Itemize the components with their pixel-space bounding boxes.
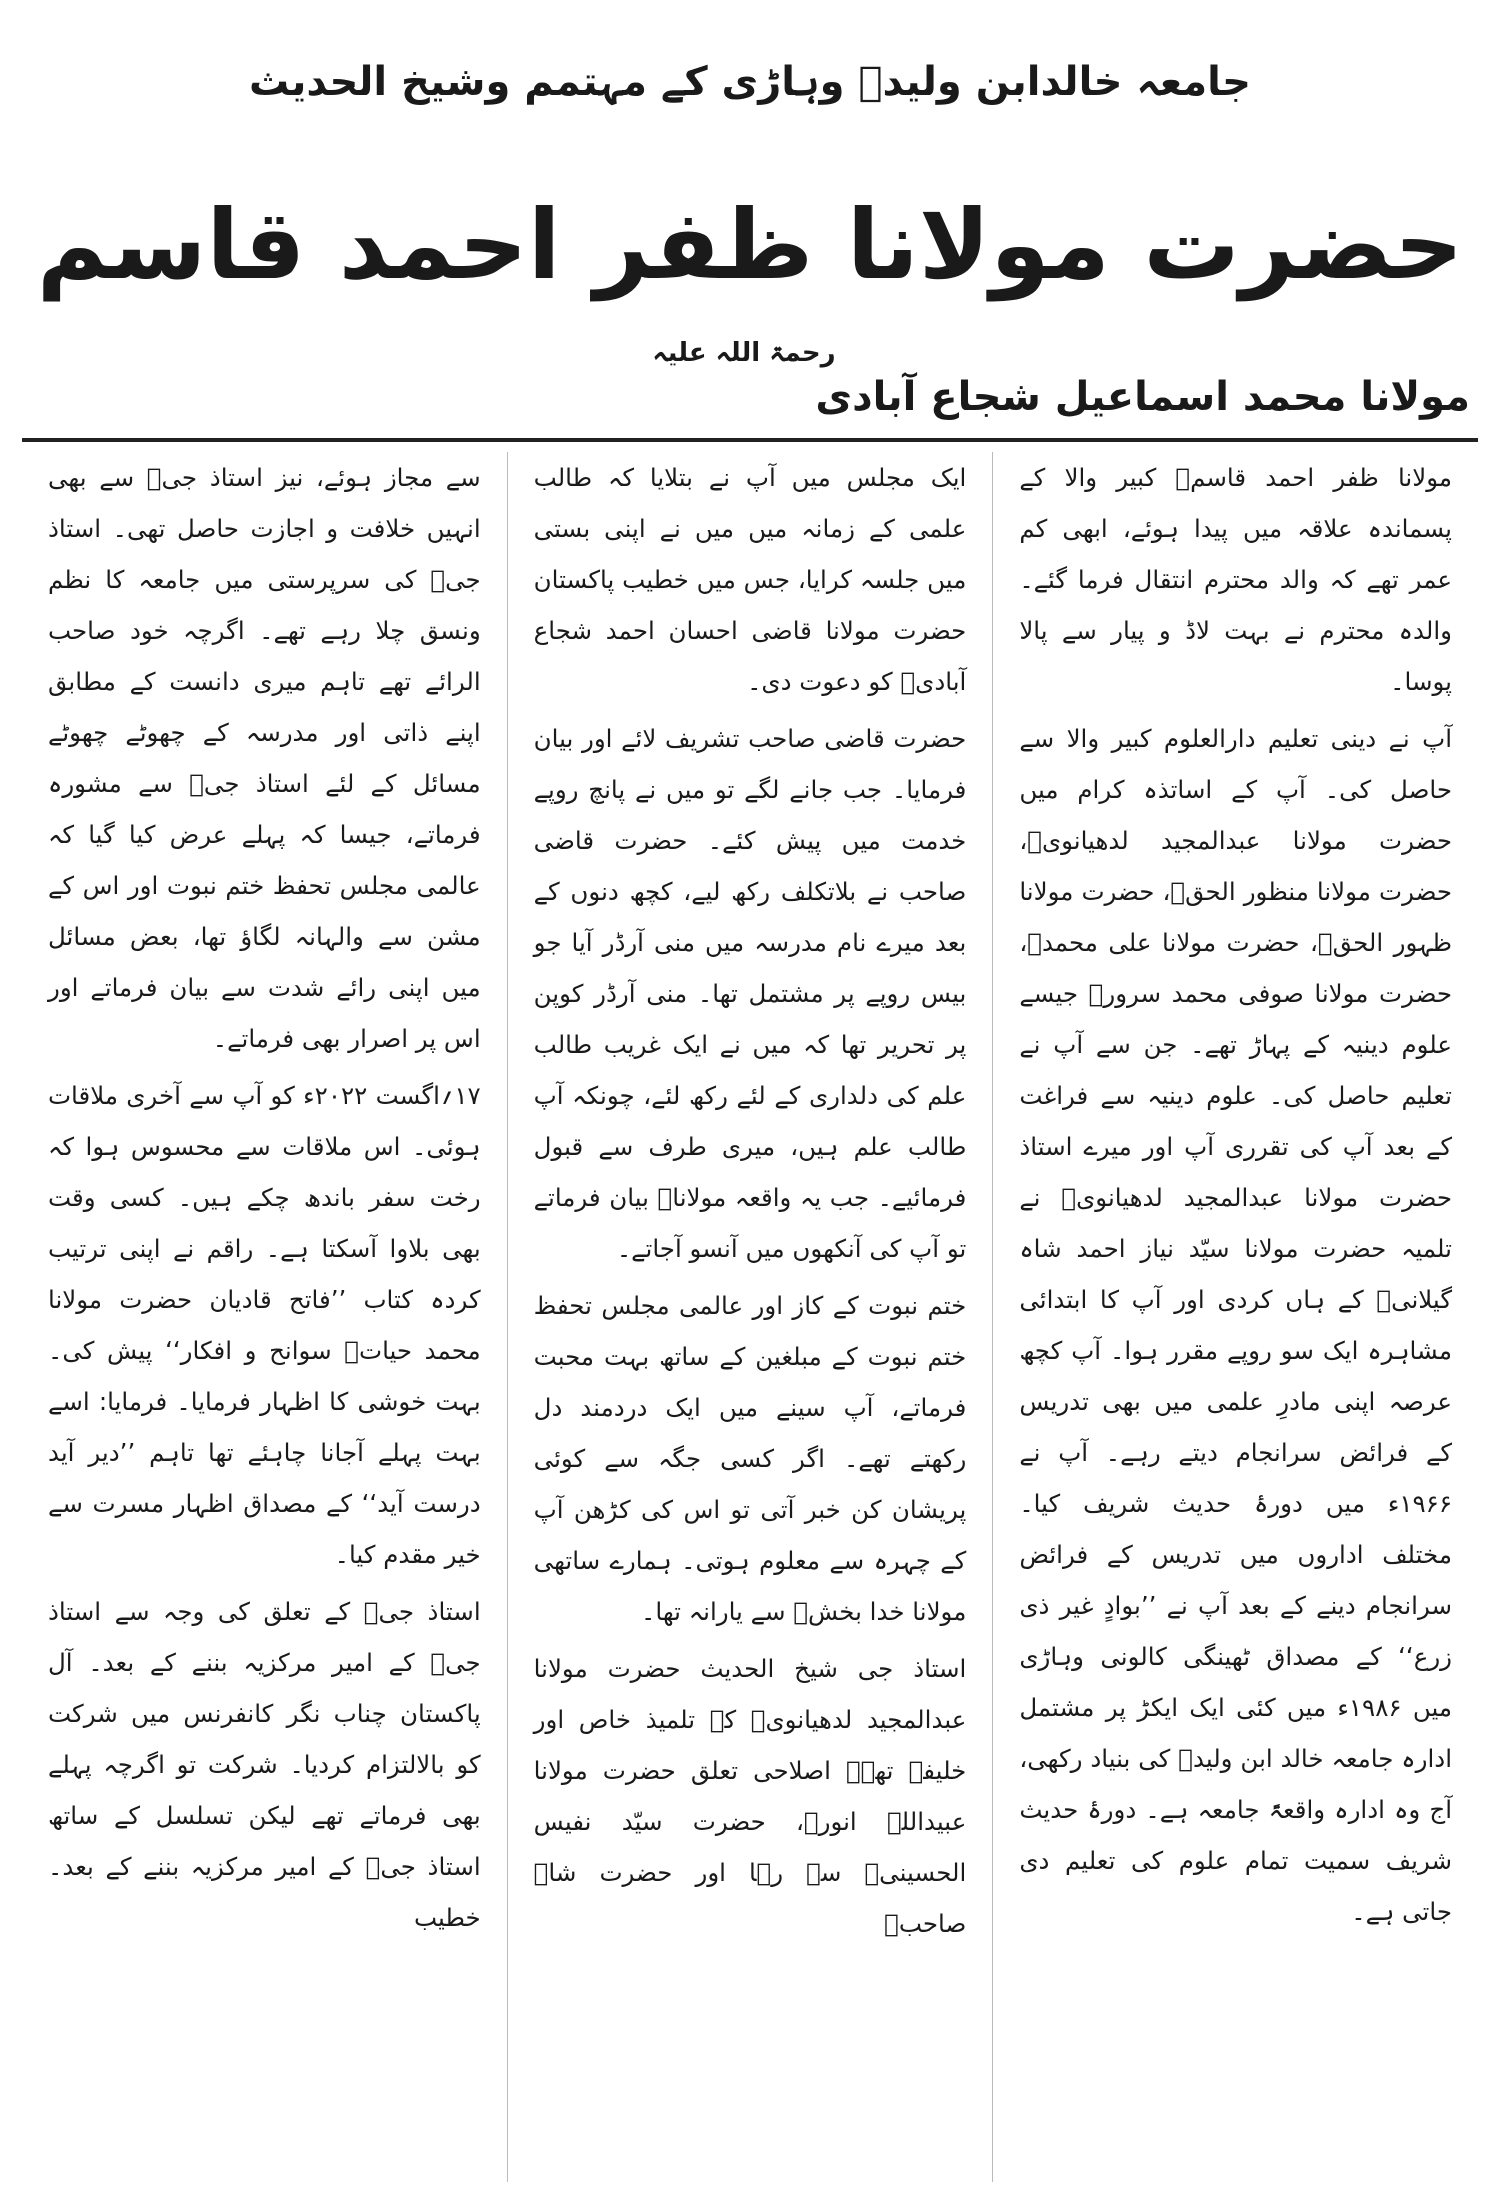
paragraph: آپ نے دینی تعلیم دارالعلوم کبیر والا سے حاصل کی۔ آپ کے اساتذہ کرام میں حضرت مولانا عبدالمجید لدھیانویؒ، حضرت مولانا منظور الحقؒ، حضرت مولانا ظہور الحقؒ، حضرت مولانا علی محمدؒ، حضرت مولانا صوفی محمد سرورؒ جیسے علوم دینیہ کے پہاڑ تھے۔ جن سے آپ نے تعلیم حاصل کی۔ علوم دینیہ سے فراغت کے بعد آپ کی تقرری آپ اور میرے استاذ حضرت مولانا عبدالمجید لدھیانویؒ نے تلمیہ حضرت مولانا سیّد نیاز احمد شاہ گیلانیؒ کے ہاں کردی اور آپ کا ابتدائی مشاہرہ ایک سو روپے مقرر ہوا۔ آپ کچھ عرصہ اپنی مادرِ علمی میں بھی تدریس کے فرائض سرانجام دیتے رہے۔ آپ نے ۱۹۶۶ء میں دورۂ حدیث شریف کیا۔ مختلف اداروں میں تدریس کے فرائض سرانجام دینے کے بعد آپ نے ’’بوادٍ غیر ذی زرع‘‘ کے مصداق ٹھینگی کالونی وہاڑی میں ۱۹۸۶ء میں کئی ایک ایکڑ پر مشتمل ادارہ جامعہ خالد ابن ولیدؓ کی بنیاد رکھی، آج وہ ادارہ واقعۃً جامعہ ہے۔ دورۂ حدیث شریف سمیت تمام علوم کی تعلیم دی جاتی ہے۔ bbox=[1019, 724, 1452, 1926]
author-byline: مولانا محمد اسماعیل شجاع آبادی bbox=[815, 374, 1470, 420]
column-left bbox=[22, 452, 508, 2182]
paragraph: استاذ جی شیخ الحدیث حضرت مولانا عبدالمجید لدھیانویؒ کے تلمیذ خاص اور خلیفہ تھے۔ اصلاحی تعلق حضرت مولانا عبیداللہ انورؒ، حضرت سیّد نفیس الحسینیؒ سے رہا اور حضرت شاہ صاحبؒ bbox=[533, 1654, 967, 1938]
article-kicker: جامعہ خالدابن ولیدؓ وہاڑی کے مہتمم وشیخ الحدیث bbox=[249, 59, 1251, 105]
paragraph: ختم نبوت کے کاز اور عالمی مجلس تحفظ ختم نبوت کے مبلغین کے ساتھ بہت محبت فرماتے، آپ سینے میں ایک دردمند دل رکھتے تھے۔ اگر کسی جگہ سے کوئی پریشان کن خبر آتی تو اس کی کڑھن آپ کے چہرہ سے معلوم ہوتی۔ ہمارے ساتھی مولانا خدا بخشؒ سے یارانہ تھا۔ bbox=[533, 1291, 967, 1626]
article-headline: حضرت مولانا ظفر احمد قاسم bbox=[36, 189, 1464, 301]
paragraph: ایک مجلس میں آپ نے بتلایا کہ طالب علمی کے زمانہ میں میں نے اپنی بستی میں جلسہ کرایا، جس میں خطیب پاکستان حضرت مولانا قاضی احسان احمد شجاع آبادیؒ کو دعوت دی۔ bbox=[533, 463, 967, 696]
headline-block bbox=[0, 170, 1500, 368]
article-columns bbox=[22, 452, 1478, 2182]
paragraph: حضرت قاضی صاحب تشریف لائے اور بیان فرمایا۔ جب جانے لگے تو میں نے پانچ روپے خدمت میں پیش کئے۔ حضرت قاضی صاحب نے بلاتکلف رکھ لیے، کچھ دنوں کے بعد میرے نام مدرسہ میں منی آرڈر آیا جو بیس روپے پر مشتمل تھا۔ منی آرڈر کوپن پر تحریر تھا کہ میں نے ایک غریب طالب علم کی دلداری کے لئے رکھ لئے، چونکہ آپ طالب علم ہیں، میری طرف سے قبول فرمائیے۔ جب یہ واقعہ مولاناؒ بیان فرماتے تو آپ کی آنکھوں میں آنسو آجاتے۔ bbox=[533, 724, 967, 1263]
paragraph: سے مجاز ہوئے، نیز استاذ جیؒ سے بھی انہیں خلافت و اجازت حاصل تھی۔ استاذ جیؒ کی سرپرستی میں جامعہ کا نظم ونسق چلا رہے تھے۔ اگرچہ خود صاحب الرائے تھے تاہم میری دانست کے مطابق اپنے ذاتی اور مدرسہ کے چھوٹے چھوٹے مسائل کے لئے استاذ جیؒ سے مشورہ فرماتے، جیسا کہ پہلے عرض کیا گیا کہ عالمی مجلس تحفظ ختم نبوت اور اس کے مشن سے والہانہ لگاؤ تھا، بعض مسائل میں اپنی رائے شدت سے بیان فرماتے اور اس پر اصرار بھی فرماتے۔ bbox=[47, 463, 481, 1053]
paragraph: مولانا ظفر احمد قاسمؒ کبیر والا کے پسماندہ علاقہ میں پیدا ہوئے، ابھی کم عمر تھے کہ والد محترم انتقال فرما گئے۔ والدہ محترم نے بہت لاڈ و پیار سے پالا پوسا۔ bbox=[1019, 463, 1452, 696]
honorific-mark: رحمۃ اللہ علیہ bbox=[652, 338, 836, 368]
column-right bbox=[993, 452, 1478, 2182]
paragraph: ۱۷؍اگست ۲۰۲۲ء کو آپ سے آخری ملاقات ہوئی۔ اس ملاقات سے محسوس ہوا کہ رخت سفر باندھ چکے ہیں۔ کسی وقت بھی بلاوا آسکتا ہے۔ راقم نے اپنی ترتیب کردہ کتاب ’’فاتح قادیان حضرت مولانا محمد حیاتؒ سوانح و افکار‘‘ پیش کی۔ بہت خوشی کا اظہار فرمایا۔ فرمایا: اسے بہت پہلے آجانا چاہئے تھا تاہم ’’دیر آید درست آید‘‘ کے مصداق اظہار مسرت سے خیر مقدم کیا۔ bbox=[47, 1081, 481, 1569]
column-middle bbox=[508, 452, 994, 2182]
header-divider bbox=[22, 438, 1478, 442]
paragraph: استاذ جیؒ کے تعلق کی وجہ سے استاذ جیؒ کے امیر مرکزیہ بننے کے بعد۔ آل پاکستان چناب نگر کانفرنس میں شرکت کو بالالتزام کردیا۔ شرکت تو اگرچہ پہلے بھی فرماتے تھے لیکن تسلسل کے ساتھ استاذ جیؒ کے امیر مرکزیہ بننے کے بعد۔ خطیب bbox=[47, 1597, 481, 1932]
